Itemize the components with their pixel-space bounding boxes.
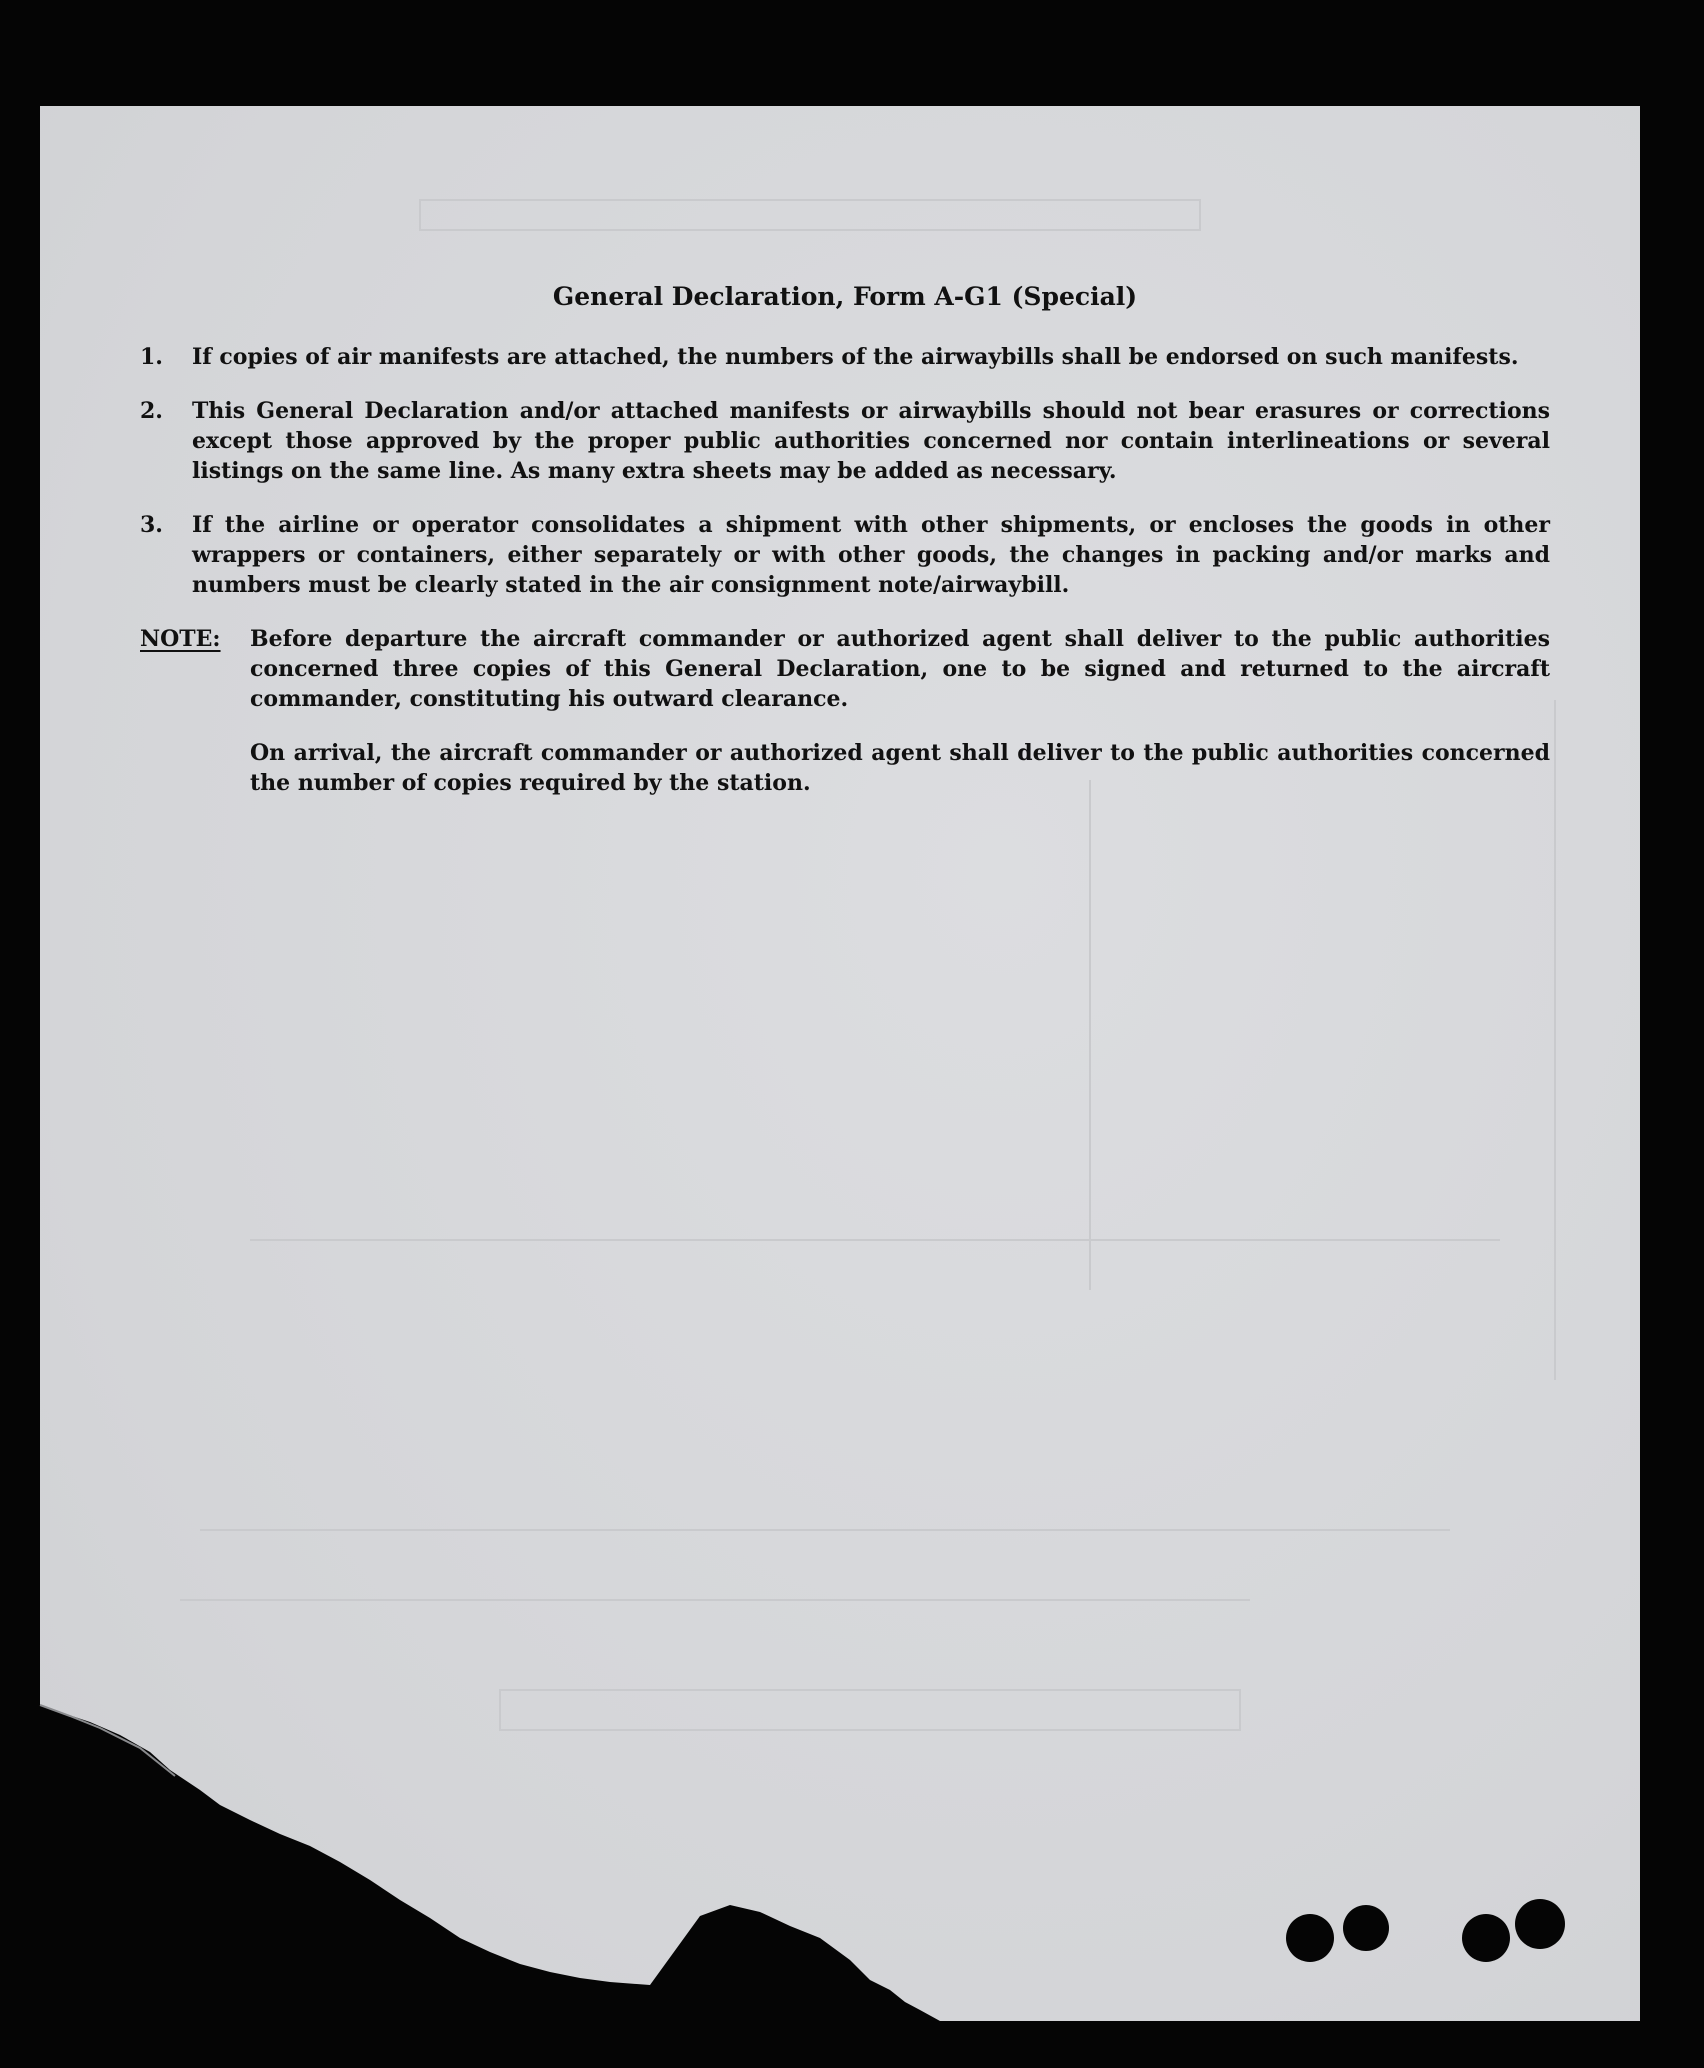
document-title: General Declaration, Form A-G1 (Special) — [552, 282, 1138, 311]
item-text: If the airline or operator consolidates a shipment with other shipments, or encloses the goods in other wrappers or containers, either separately or with other goods, the changes in packing and/or marks and numbers must be clearly stated in the air consignment note/airwaybill. — [192, 512, 1550, 598]
instruction-item-1 — [140, 342, 1550, 372]
item-number: 2. — [140, 398, 163, 424]
item-number: 3. — [140, 512, 163, 538]
note-label: NOTE: — [140, 626, 221, 652]
note-paragraph-arrival: On arrival, the aircraft commander or authorized agent shall deliver to the public authorities concerned the number of copies required by the station. — [250, 740, 1550, 796]
document-body — [140, 282, 1550, 846]
instruction-item-2 — [140, 396, 1550, 486]
note-section — [140, 624, 1550, 822]
note-paragraph-departure: Before departure the aircraft commander or authorized agent shall deliver to the public authorities concerned three copies of this General Declaration, one to be signed and returned to the aircraft commander, constituting his outward clearance. — [250, 626, 1550, 712]
item-text: If copies of air manifests are attached, the numbers of the airwaybills shall be endorsed on such manifests. — [192, 344, 1519, 370]
item-number: 1. — [140, 344, 163, 370]
note-body — [250, 624, 1550, 822]
instruction-item-3 — [140, 510, 1550, 600]
item-text: This General Declaration and/or attached manifests or airwaybills should not bear erasures or corrections except those approved by the proper public authorities concerned nor contain interlineations or several listings on the same line. As many extra sheets may be added as necessary. — [192, 398, 1550, 484]
